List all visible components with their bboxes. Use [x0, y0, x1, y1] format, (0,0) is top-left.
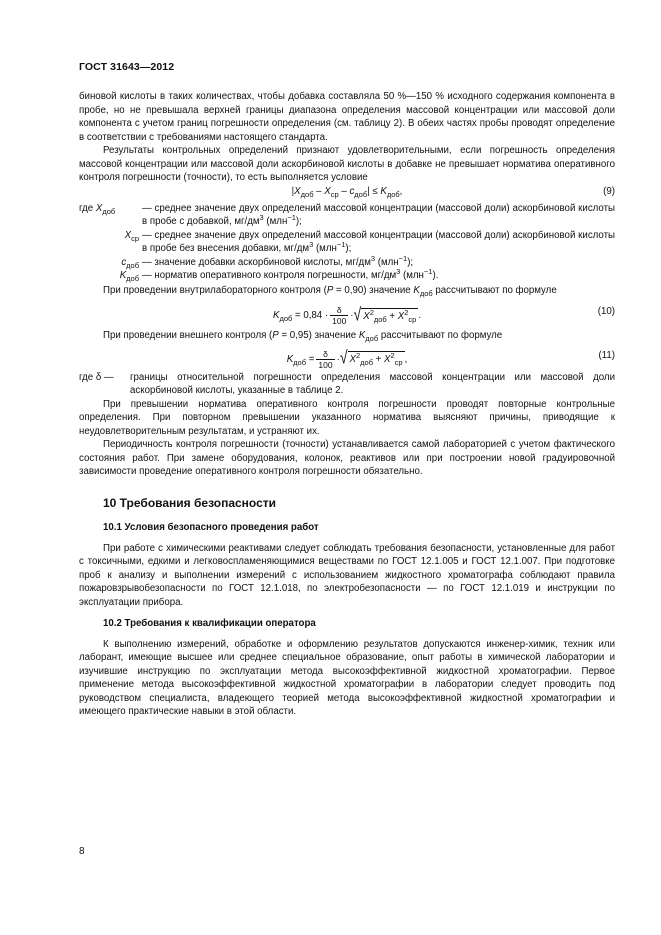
- definition-delta: где δ — границы относительной погрешности определения массовой концентрации или массовой доли аскорбиновой кислоты, указанные в таблице 2.: [79, 371, 615, 396]
- page-number: 8: [79, 846, 85, 857]
- definition-x-dob: где $X_{доб}$ — среднее значение двух определений массовой концентрации (массовой доли) аскорбиновой кислоты в пробе с добавкой, $мг/дм^3$ (млн$^{-1}$);: [79, 202, 615, 227]
- paragraph-periodicity: Периодичность контроля погрешности (точности) устанавливается самой лабораторией с учетом фактического состояния работ. При замене оборудования, колонок, реактивов или при построении новой градуировочной зависимости проведение оперативного контроля погрешности обязательно.: [79, 439, 615, 477]
- section-10-1-heading: 10.1 Условия безопасного проведения работ: [103, 522, 319, 533]
- definitions-list: [79, 202, 615, 283]
- section-10-heading: 10 Требования безопасности: [103, 495, 277, 510]
- definition-k-dob: $K_{доб}$ — норматив оперативного контроля погрешности, $мг/дм^3$ (млн$^{-1}$).: [119, 266, 439, 283]
- document-header: ГОСТ 31643—2012: [79, 61, 175, 73]
- definition-c-dob: $c_{доб}$ — значение добавки аскорбиновой кислоты, $мг/дм^3$ (млн$^{-1}$);: [121, 253, 414, 270]
- section-10-1-text: При работе с химическими реактивами следует соблюдать требования безопасности, установленные для работ с токсичными, едкими и легковоспламеняющимися веществами по ГОСТ 12.1.005 и ГОСТ 12.1.007. При подготовке проб к анализу и выполнении измерений с использованием жидкостного хроматографа соблюдают правила пожаровзрывобезопасности по ГОСТ 12.1.018, по электробезопасности — по ГОСТ 12.1.019 и инструкции по эксплуатации прибора.: [79, 542, 615, 608]
- page-content: [79, 90, 615, 719]
- paragraph-exceed-norm: При превышении норматива оперативного контроля погрешности проводят повторные контрольные определения. При повторном превышении указанного норматива выясняют причины, приводящие к неудовлетворительным результатам, и устраняют их.: [79, 398, 615, 437]
- equation-number: (10): [597, 306, 615, 317]
- equation-10: [79, 297, 615, 329]
- equation-11: [79, 343, 615, 371]
- equation-11-body: $K_{доб}$ = $\frac{\delta}{100}$ ·√ $X^2_{доб} + X^2_{ср}$ ,: [286, 346, 408, 370]
- section-10-2-heading: 10.2 Требования к квалификации оператора: [103, 618, 316, 629]
- equation-number: (11): [598, 349, 615, 361]
- equation-number: (9): [603, 185, 615, 197]
- paragraph-internal-control: При проведении внутрилабораторного контроля (P = 0,90) значение $K_{доб}$ рассчитывают по формуле: [103, 284, 557, 298]
- equation-9-body: $|X_{доб} - X_{ср} - c_{доб}| \le K_{доб}$,: [291, 185, 403, 199]
- paragraph-external-control: При проведении внешнего контроля (P = 0,95) значение $K_{доб}$ рассчитывают по формуле: [103, 330, 503, 343]
- paragraph-continuation: биновой кислоты в таких количествах, чтобы добавка составляла 50 %—150 % исходного содержания компонента в пробе, но не превышала верхней границы диапазона определения массовой концентрации или массовой доли компонента с учетом границ погрешности определения (см. таблицу 2). В обеих частях пробы проводят определение в соответствии с требованиями настоящего стандарта.: [79, 91, 615, 143]
- section-10-2-text: К выполнению измерений, обработке и оформлению результатов допускаются инженер-химик, техник или лаборант, имеющие высшее или среднее специальное образование, опыт работы в химической лаборатории и изучившие инструкцию по эксплуатации метода высокоэффективной жидкостной хроматографии. Первое применение метода высокоэффективной жидкостной хроматографии в лаборатории следует проводить под руководством специалиста, владеющего теорией метода высокоэффективной жидкостной хроматографии и имеющего практические навыки в этой области.: [79, 638, 615, 717]
- equation-10-body: $K_{доб} = 0,84$ · $\frac{\delta}{100}$ ·√ $X^2_{доб} + X^2_{ср}$ .: [272, 303, 422, 326]
- paragraph-results: Результаты контрольных определений признают удовлетворительными, если погрешность определения массовой концентрации или массовой доли аскорбиновой кислоты в добавке не превышает норматива оперативного контроля погрешности (точности), то есть выполняется условие: [79, 145, 615, 183]
- equation-9: [79, 185, 615, 201]
- definition-x-cp: $X_{ср}$ — среднее значение двух определений массовой концентрации (массовой доли) аскорбиновой кислоты в пробе без внесения добавки, $мг/дм^3$ (млн$^{-1}$);: [124, 229, 615, 254]
